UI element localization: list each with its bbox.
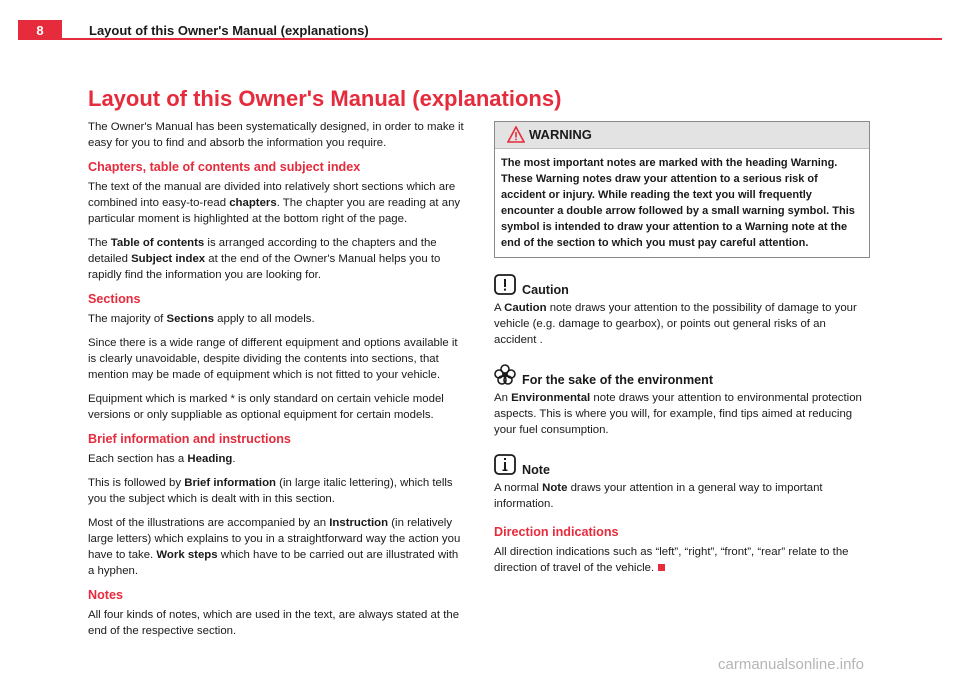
environment-header [494,364,870,388]
notes-paragraph: All four kinds of notes, which are used in the text, are always stated at the end of the respective section. [88,609,460,637]
page-title: Layout of this Owner's Manual (explanations) [88,86,562,111]
note-info-icon [494,454,516,476]
site-watermark: carmanualsonline.info [718,656,864,673]
sections-paragraph-3: Equipment which is marked * is only standard on certain vehicle model versions or only suppliable as optional equipment for certain models. [88,393,444,421]
section-heading-brief-info: Brief information and instructions [88,432,291,446]
warning-text: The most important notes are marked with the heading Warning. These Warning notes draw your attention to a serious risk of accident or injury. While reading the text you will frequently encounter a double arrow followed by a small warning symbol. This symbol is intended to draw your attention to a Warning note at the end of the section to which you must pay careful attention. [501,157,855,249]
brief-paragraph-2: This is followed by Brief information (in large italic lettering), which tells you the subject which is dealt with in this section. [88,477,453,505]
brief-paragraph-1: Each section has a Heading. [88,453,236,465]
running-header-title: Layout of this Owner's Manual (explanations) [89,23,369,38]
section-heading-notes: Notes [88,588,123,602]
direction-paragraph: All direction indications such as “left”, “right”, “front”, “rear” relate to the direction of travel of the vehicle. [494,546,849,574]
brief-paragraph-3: Most of the illustrations are accompanied by an Instruction (in relatively large letters) which explains to you in a straightforward way the action you have to take. Work steps which have to be carried out are illustrated with a hyphen. [88,517,461,577]
note-title: Note [522,463,550,477]
environment-flower-icon [494,364,516,386]
page-number: 8 [36,23,44,38]
caution-paragraph: A Caution note draws your attention to the possibility of damage to your vehicle (e.g. damage to gearbox), or points out general risks of an accident . [494,302,857,346]
environment-paragraph: An Environmental note draws your attention to environmental protection aspects. This is where you will, for example, find tips aimed at reducing your fuel consumption. [494,392,862,436]
environment-title: For the sake of the environment [522,373,714,387]
caution-exclamation-icon [494,274,516,296]
section-heading-sections: Sections [88,292,141,306]
warning-box-header [495,122,869,149]
caution-header [494,274,870,298]
chapters-paragraph: The text of the manual are divided into relatively short sections which are combined into easy-to-read chapters. The chapter you are reading at any particular moment is highlighted at the bottom right of the page. [88,181,461,225]
end-marker-icon [658,564,665,571]
sections-paragraph-2: Since there is a wide range of different equipment and options available it is clearly unavoidable, despite dividing the contents into sections, that mention may be made of equipment which is not fitted to your vehicle. [88,337,458,381]
section-heading-chapters: Chapters, table of contents and subject index [88,160,361,174]
note-header [494,454,870,478]
warning-triangle-icon [507,126,525,143]
left-column [88,119,466,647]
caution-title: Caution [522,283,569,297]
warning-box [494,121,870,258]
header-rule [62,38,942,40]
intro-paragraph: The Owner's Manual has been systematically designed, in order to make it easy for you to find and absorb the information you require. [88,121,464,149]
sections-paragraph-1: The majority of Sections apply to all models. [88,313,315,325]
note-paragraph: A normal Note draws your attention in a general way to important information. [494,482,823,510]
right-column [494,121,870,584]
warning-title: WARNING [529,127,592,142]
toc-paragraph: The Table of contents is arranged according to the chapters and the detailed Subject index at the end of the Owner's Manual helps you to rapidly find the information you are looking for. [88,237,441,281]
section-heading-direction: Direction indications [494,525,619,539]
